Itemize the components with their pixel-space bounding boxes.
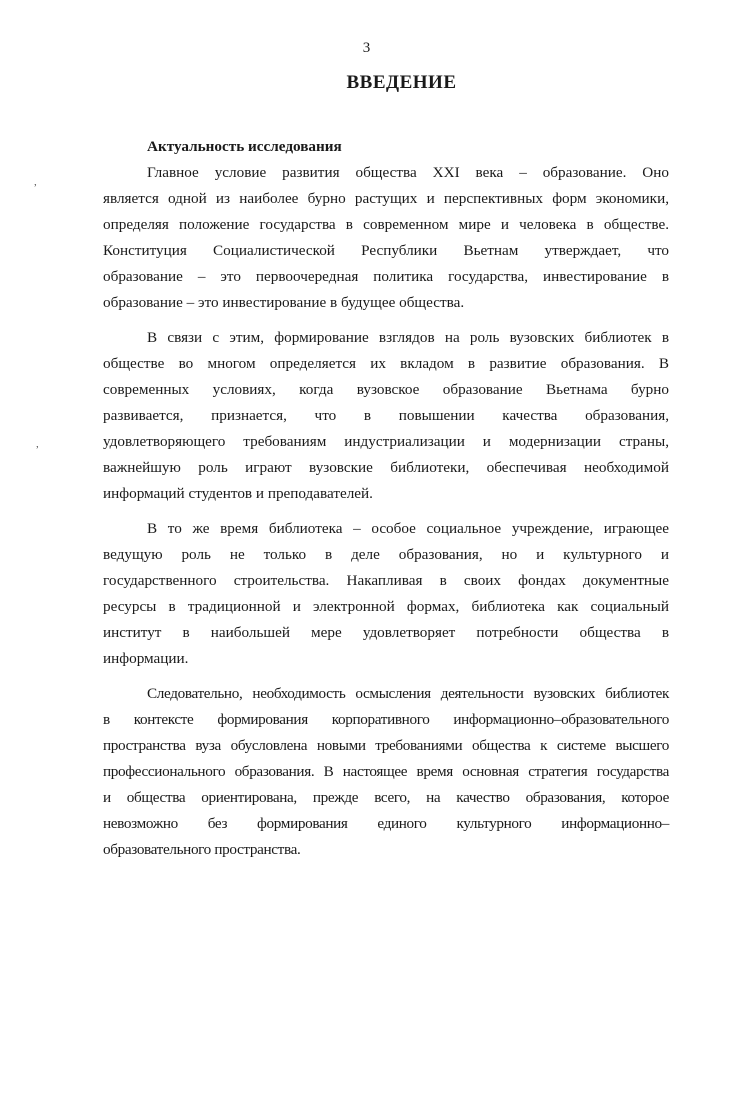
text-line: ведущую роль не только в деле образования, но и культурного и: [103, 546, 669, 563]
text-line: в контексте формирования корпоративного информационно–образовательного: [103, 711, 669, 728]
text-line: образование – это инвестирование в будущее общества.: [103, 294, 465, 311]
paragraph: [103, 160, 669, 316]
text-line: и общества ориентирована, прежде всего, на качество образования, которое: [103, 789, 669, 806]
text-line: пространства вуза обусловлена новыми требованиями общества к системе высшего: [103, 737, 669, 754]
text-line: Главное условие развития общества XXI века – образование. Оно: [147, 164, 669, 181]
body-text: [103, 134, 669, 863]
margin-mark: ,: [36, 438, 39, 450]
text-line: ресурсы в традиционной и электронной формах, библиотека как социальный: [103, 598, 669, 615]
page-number: 3: [362, 40, 371, 56]
text-line: образовательного пространства.: [103, 841, 301, 858]
text-line: важнейшую роль играют вузовские библиотеки, обеспечивая необходимой: [103, 459, 669, 476]
text-line: обществе во многом определяется их вкладом в развитие образования. В: [103, 355, 669, 372]
section-heading: Актуальность исследования: [147, 138, 342, 155]
text-line: определяя положение государства в современном мире и человека в обществе.: [103, 216, 669, 233]
text-line: Следовательно, необходимость осмысления деятельности вузовских библиотек: [147, 685, 669, 702]
text-line: профессионального образования. В настоящее время основная стратегия государства: [103, 763, 669, 780]
paragraph: [103, 516, 669, 672]
text-line: является одной из наиболее бурно растущих и перспективных форм экономики,: [103, 190, 669, 207]
text-line: В связи с этим, формирование взглядов на роль вузовских библиотек в: [147, 329, 669, 346]
text-line: развивается, признается, что в повышении качества образования,: [103, 407, 669, 424]
text-line: информации.: [103, 650, 189, 667]
text-line: удовлетворяющего требованиям индустриализации и модернизации страны,: [103, 433, 669, 450]
text-line: В то же время библиотека – особое социальное учреждение, играющее: [147, 520, 669, 537]
text-line: невозможно без формирования единого культурного информационно–: [103, 815, 669, 832]
chapter-title: ВВЕДЕНИЕ: [346, 72, 457, 93]
text-line: государственного строительства. Накапливая в своих фондах документные: [103, 572, 669, 589]
paragraph: [103, 681, 669, 863]
paragraph: [103, 325, 669, 507]
margin-mark: ,: [34, 176, 37, 188]
text-line: институт в наибольшей мере удовлетворяет потребности общества в: [103, 624, 669, 641]
text-line: современных условиях, когда вузовское образование Вьетнама бурно: [103, 381, 669, 398]
text-line: образование – это первоочередная политика государства, инвестирование в: [103, 268, 669, 285]
paragraphs-container: [103, 160, 669, 863]
text-line: Конституция Социалистической Республики Вьетнам утверждает, что: [103, 242, 669, 259]
text-line: информаций студентов и преподавателей.: [103, 485, 373, 502]
